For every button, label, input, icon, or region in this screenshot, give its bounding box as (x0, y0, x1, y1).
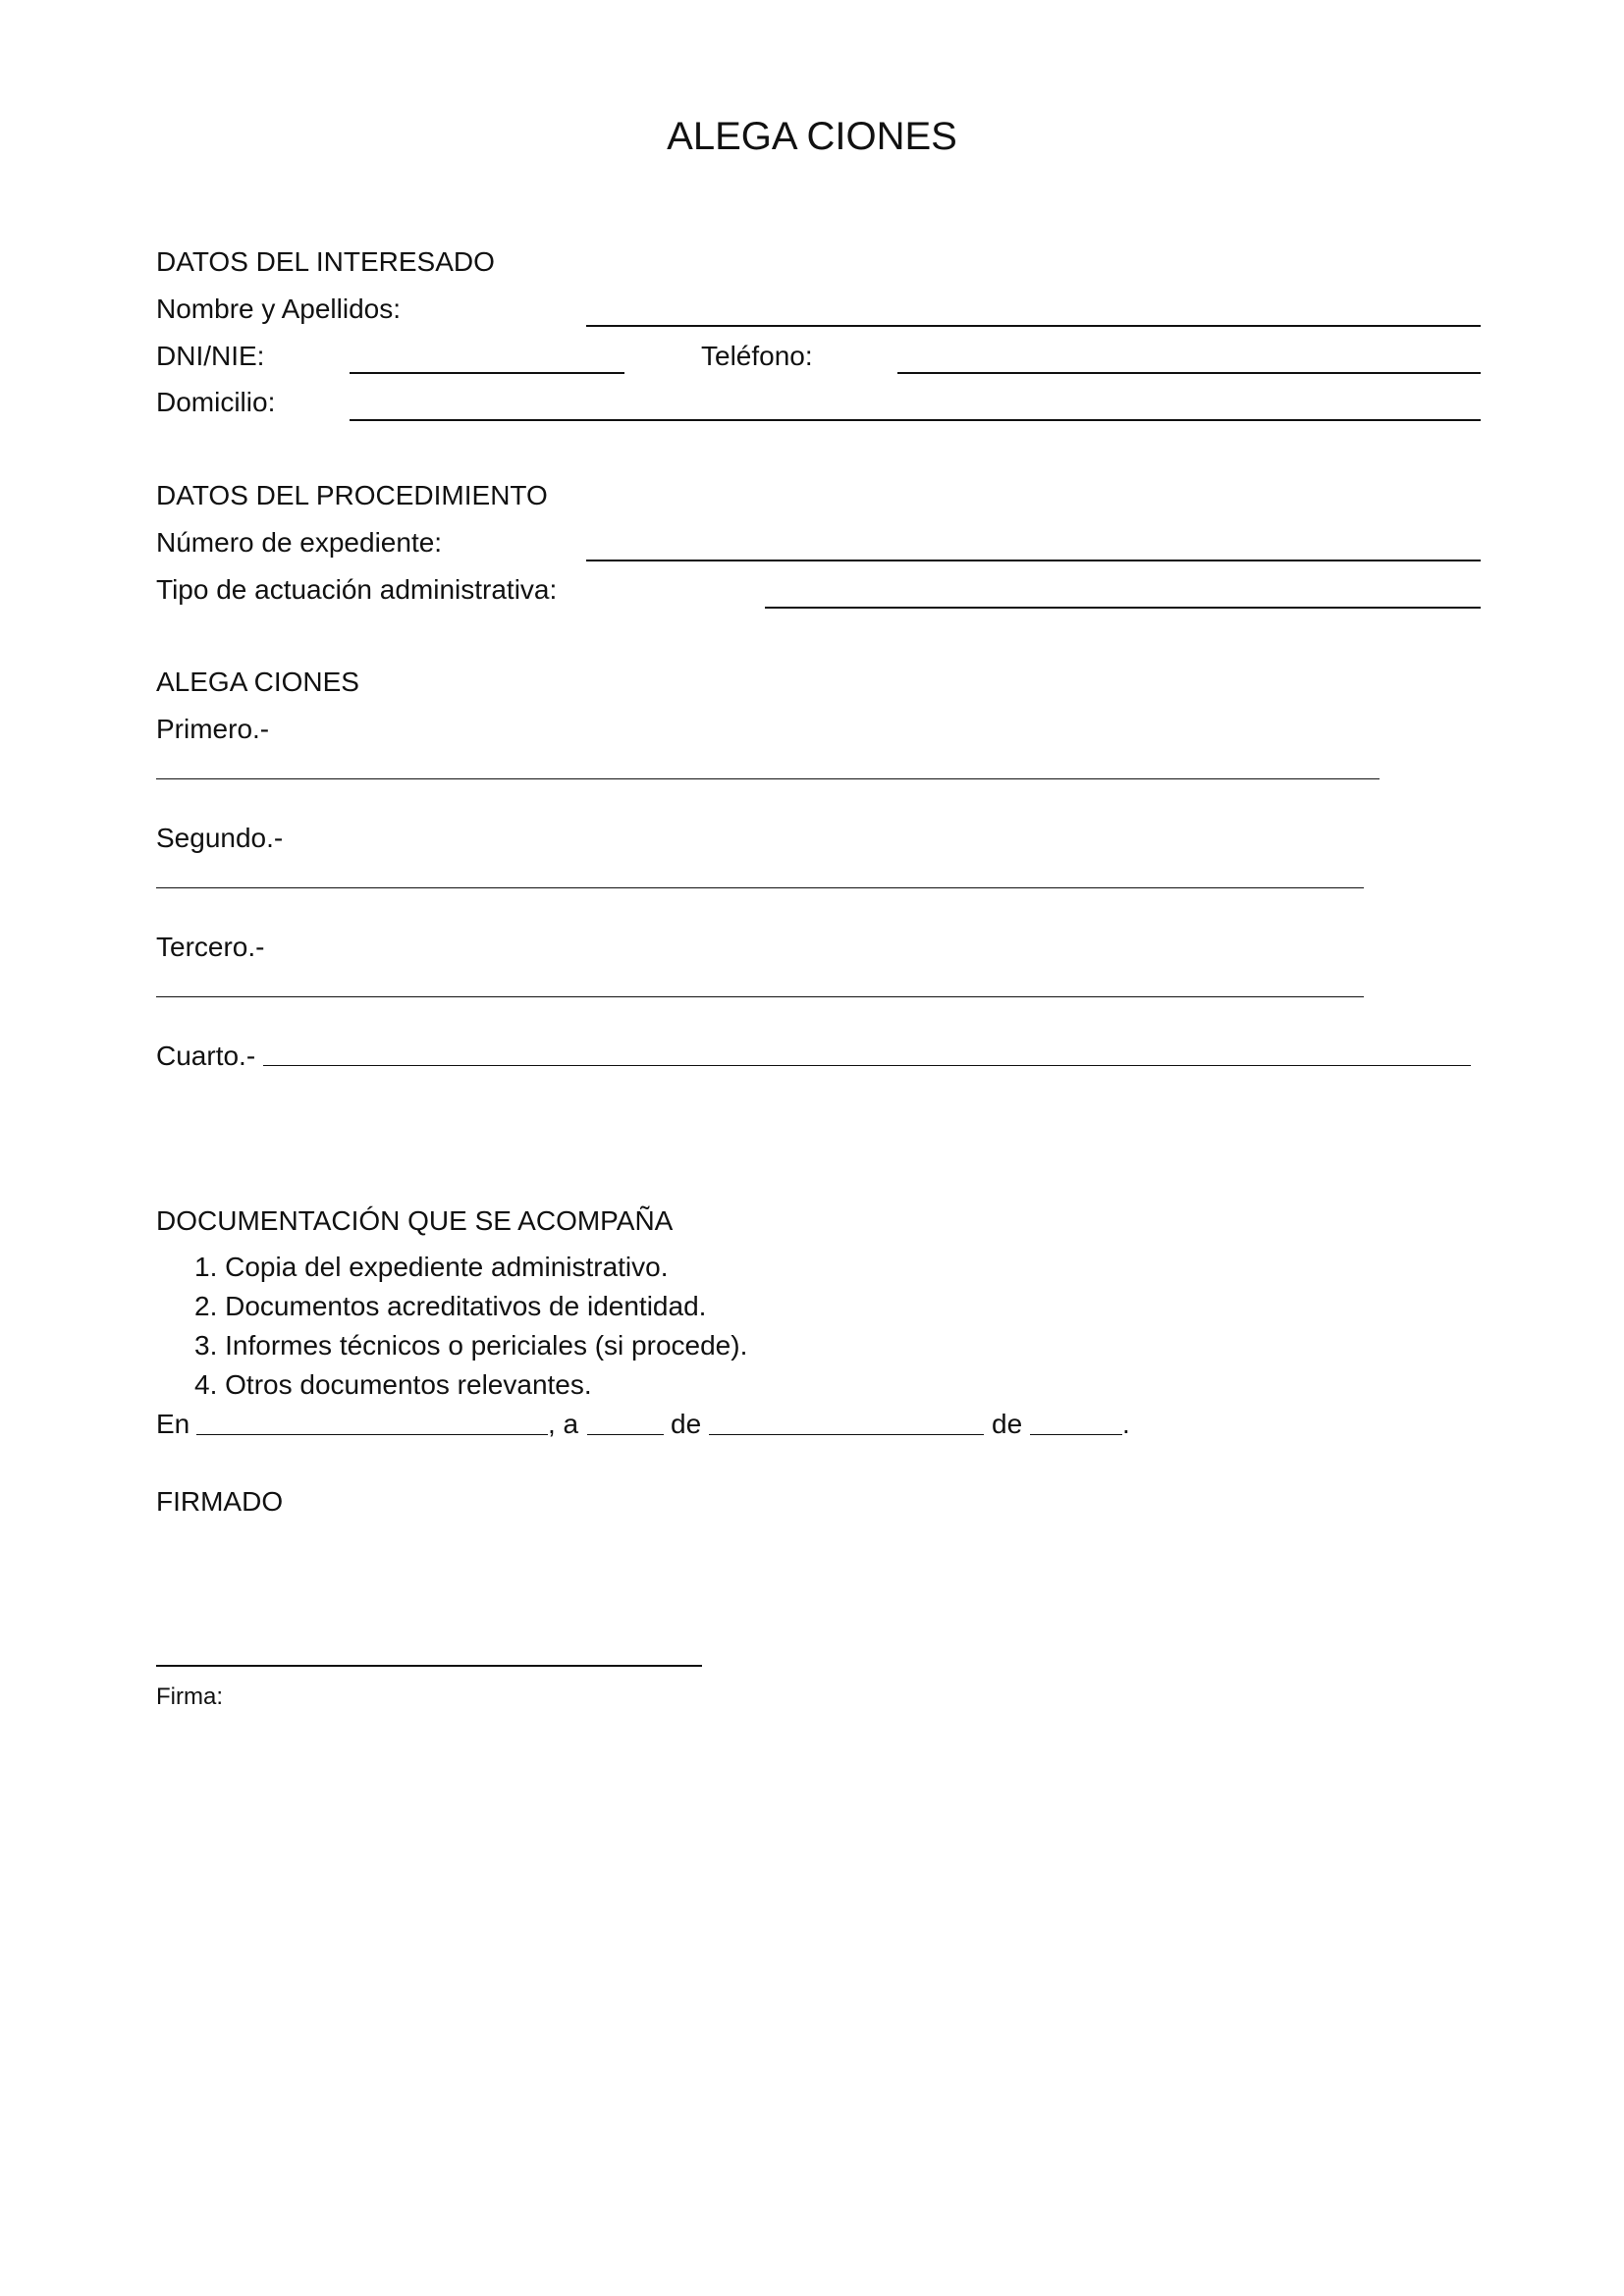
alegacion-segundo-line[interactable] (156, 887, 1364, 888)
documentacion-item: 4. Otros documentos relevantes. (194, 1369, 592, 1400)
documentacion-item: 3. Informes técnicos o periciales (si procede). (194, 1330, 748, 1361)
expediente-field-line[interactable] (586, 560, 1481, 561)
section-heading-alegaciones: ALEGA CIONES (156, 667, 359, 697)
section-heading-procedimiento: DATOS DEL PROCEDIMIENTO (156, 480, 548, 510)
fecha-de2-text: de (992, 1409, 1023, 1439)
section-heading-interesado: DATOS DEL INTERESADO (156, 246, 495, 277)
domicilio-field-line[interactable] (350, 419, 1481, 421)
firma-label: Firma: (156, 1683, 223, 1710)
telefono-label: Teléfono: (701, 341, 813, 371)
fecha-a-text: , a (548, 1409, 579, 1439)
alegacion-primero-label: Primero.- (156, 714, 270, 744)
fecha-mes-line[interactable] (709, 1434, 984, 1435)
section-heading-firmado: FIRMADO (156, 1486, 284, 1517)
actuacion-label: Tipo de actuación administrativa: (156, 574, 558, 605)
dni-label: DNI/NIE: (156, 341, 265, 371)
alegacion-tercero-label: Tercero.- (156, 932, 265, 962)
fecha-anio-line[interactable] (1030, 1434, 1122, 1435)
actuacion-field-line[interactable] (765, 607, 1481, 609)
domicilio-label: Domicilio: (156, 387, 276, 417)
section-heading-documentacion: DOCUMENTACIÓN QUE SE ACOMPAÑA (156, 1205, 674, 1236)
fecha-end-text: . (1122, 1409, 1130, 1439)
telefono-field-line[interactable] (897, 372, 1481, 374)
fecha-lugar-line[interactable] (196, 1434, 548, 1435)
documentacion-item: 2. Documentos acreditativos de identidad. (194, 1291, 707, 1321)
alegacion-cuarto-label: Cuarto.- (156, 1041, 256, 1071)
fecha-de1-text: de (671, 1409, 702, 1439)
fecha-en-text: En (156, 1409, 190, 1439)
nombre-field-line[interactable] (586, 325, 1481, 327)
alegacion-primero-line[interactable] (156, 778, 1380, 779)
alegacion-tercero-line[interactable] (156, 996, 1364, 997)
dni-field-line[interactable] (350, 372, 624, 374)
alegacion-segundo-label: Segundo.- (156, 823, 284, 853)
nombre-label: Nombre y Apellidos: (156, 294, 402, 324)
documentacion-item: 1. Copia del expediente administrativo. (194, 1252, 669, 1282)
alegacion-cuarto-line[interactable] (263, 1065, 1471, 1066)
fecha-dia-line[interactable] (587, 1434, 664, 1435)
expediente-label: Número de expediente: (156, 527, 443, 558)
page-title: ALEGA CIONES (667, 115, 957, 158)
firma-line[interactable] (156, 1665, 702, 1667)
